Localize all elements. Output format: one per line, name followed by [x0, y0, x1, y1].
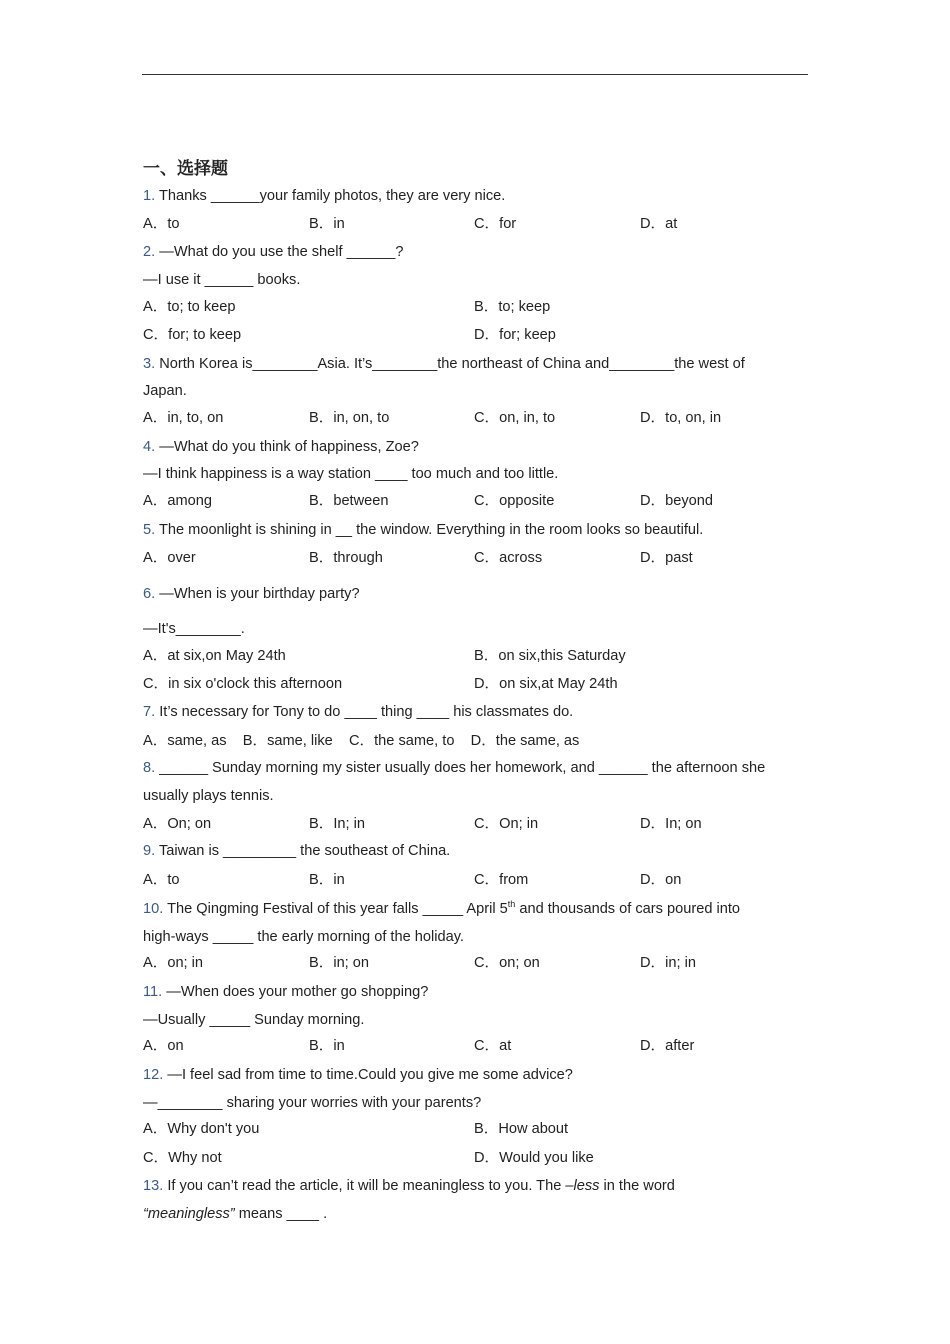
question-number: 1.	[143, 188, 156, 204]
options-inline: A．same, as B．same, like C．the same, to D．the same, as	[143, 733, 580, 749]
option-d: D．Would you like	[474, 1150, 594, 1166]
question-13	[143, 1177, 675, 1195]
question-text: —What do you use the shelf ______?	[159, 244, 404, 260]
section-title: 一、选择题	[143, 159, 228, 179]
option-d: D．past	[640, 550, 693, 566]
option-b: B．In; in	[309, 816, 365, 832]
option-c: C．for; to keep	[143, 327, 242, 343]
question-text-line-2: —________ sharing your worries with your parents?	[143, 1095, 482, 1111]
question-text: —When is your birthday party?	[159, 586, 360, 602]
option-d: D．In; on	[640, 816, 702, 832]
question-number: 5.	[143, 522, 156, 538]
option-b: B．in, on, to	[309, 410, 390, 426]
option-a: A．Why don't you	[143, 1121, 260, 1137]
option-a: A．to	[143, 872, 180, 888]
option-a: A．to	[143, 216, 180, 232]
question-number: 11.	[143, 984, 163, 1000]
option-c: C．Why not	[143, 1150, 222, 1166]
question-5	[143, 521, 703, 539]
option-b: B．in	[309, 216, 345, 232]
question-number: 6.	[143, 586, 156, 602]
option-c: C．for	[474, 216, 517, 232]
question-text-cont: in the word	[599, 1178, 675, 1194]
question-number: 2.	[143, 244, 156, 260]
option-b: B．to; keep	[474, 299, 551, 315]
question-text: It’s necessary for Tony to do ____ thing ____ his classmates do.	[159, 704, 574, 720]
option-a: A．on	[143, 1038, 184, 1054]
question-1	[143, 187, 505, 205]
option-a: A．over	[143, 550, 196, 566]
question-7	[143, 703, 573, 721]
question-6	[143, 585, 360, 603]
question-text-line-2	[143, 1205, 327, 1223]
question-text-line-2: usually plays tennis.	[143, 788, 274, 804]
option-c: C．On; in	[474, 816, 539, 832]
question-3	[143, 355, 745, 373]
question-text: The Qingming Festival of this year falls _____ April 5	[167, 901, 508, 917]
option-c: C．from	[474, 872, 529, 888]
question-number: 8.	[143, 760, 156, 776]
option-c: C．in six o'clock this afternoon	[143, 676, 343, 692]
question-text: —What do you think of happiness, Zoe?	[159, 439, 419, 455]
option-a: A．on; in	[143, 955, 204, 971]
option-a: A．to; to keep	[143, 299, 236, 315]
option-b: B．between	[309, 493, 389, 509]
option-a: A．On; on	[143, 816, 212, 832]
question-2	[143, 243, 403, 261]
option-d: D．on six,at May 24th	[474, 676, 618, 692]
option-d: D．on	[640, 872, 682, 888]
option-b: B．in	[309, 1038, 345, 1054]
question-text-line-2: —It's________.	[143, 621, 245, 637]
option-c: C．at	[474, 1038, 512, 1054]
option-d: D．at	[640, 216, 678, 232]
question-text: The moonlight is shining in __ the window. Everything in the room looks so beautiful.	[158, 522, 704, 538]
question-text: Taiwan is _________ the southeast of China.	[158, 843, 451, 859]
header-rule	[142, 74, 808, 75]
option-b: B．on six,this Saturday	[474, 648, 626, 664]
italic-suffix: –less	[565, 1178, 600, 1194]
option-b: B．through	[309, 550, 383, 566]
option-a: A．in, to, on	[143, 410, 224, 426]
option-b: B．in; on	[309, 955, 370, 971]
question-text-line-2: —Usually _____ Sunday morning.	[143, 1012, 365, 1028]
option-d: D．to, on, in	[640, 410, 722, 426]
question-number: 7.	[143, 704, 156, 720]
option-c: C．on, in, to	[474, 410, 556, 426]
option-a: A．among	[143, 493, 212, 509]
option-c: C．on; on	[474, 955, 540, 971]
question-text: North Korea is________Asia. It’s________the northeast of China and________the west of	[159, 356, 745, 372]
question-number: 10.	[143, 901, 164, 917]
question-12	[143, 1066, 573, 1084]
question-text-line-2: —I think happiness is a way station ____ too much and too little.	[143, 466, 559, 482]
option-d: D．in; in	[640, 955, 696, 971]
question-text: —When does your mother go shopping?	[166, 984, 429, 1000]
option-d: D．for; keep	[474, 327, 556, 343]
question-text: If you can’t read the article, it will be meaningless to you. The	[167, 1178, 566, 1194]
superscript: th	[507, 899, 516, 910]
option-b: B．in	[309, 872, 345, 888]
question-4	[143, 438, 419, 456]
question-text-line-2: —I use it ______ books.	[143, 272, 301, 288]
option-b: B．How about	[474, 1121, 569, 1137]
option-a: A．at six,on May 24th	[143, 648, 286, 664]
question-number: 9.	[143, 843, 156, 859]
question-9	[143, 842, 450, 860]
question-text: —I feel sad from time to time.Could you give me some advice?	[167, 1067, 573, 1083]
question-text-cont: and thousands of cars poured into	[515, 901, 741, 917]
question-text-line-2: Japan.	[143, 383, 187, 399]
question-8	[143, 759, 765, 777]
option-d: D．beyond	[640, 493, 714, 509]
question-10	[143, 900, 740, 918]
question-text-cont: means ____ .	[234, 1206, 328, 1222]
question-11	[143, 983, 428, 1001]
italic-word: “meaningless”	[143, 1206, 235, 1222]
question-number: 3.	[143, 356, 156, 372]
option-c: C．across	[474, 550, 543, 566]
question-text-line-2: high-ways _____ the early morning of the holiday.	[143, 929, 464, 945]
question-number: 13.	[143, 1178, 164, 1194]
question-text: Thanks ______your family photos, they are very nice.	[158, 188, 506, 204]
question-number: 4.	[143, 439, 156, 455]
question-number: 12.	[143, 1067, 164, 1083]
option-d: D．after	[640, 1038, 695, 1054]
option-c: C．opposite	[474, 493, 555, 509]
question-text: ______ Sunday morning my sister usually does her homework, and ______ the afternoon she	[159, 760, 766, 776]
